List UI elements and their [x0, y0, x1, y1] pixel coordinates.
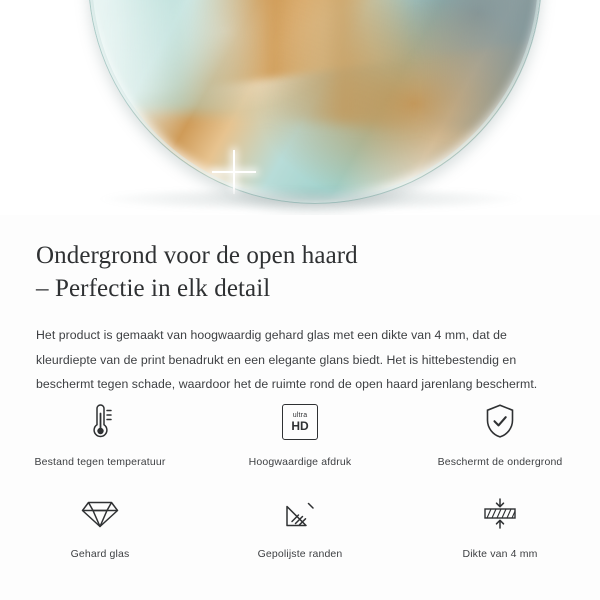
diamond-icon [72, 488, 128, 540]
feature-label: Gehard glas [70, 548, 130, 560]
page-title-line-1: Ondergrond voor de open haard [36, 242, 358, 269]
feature-label: Hoogwaardige afdruk [248, 456, 352, 468]
feature-item-print-quality [200, 390, 400, 468]
feature-item-tempered-glass [0, 482, 200, 560]
feature-label: Beschermt de ondergrond [437, 456, 563, 468]
feature-item-temperature [0, 390, 200, 468]
ultra-hd-icon [272, 396, 328, 448]
polished-edges-icon [272, 488, 328, 540]
feature-label: Gepolijste randen [257, 548, 343, 560]
thickness-arrows-icon [472, 488, 528, 540]
feature-item-polished-edges [200, 482, 400, 560]
feature-label: Bestand tegen temperatuur [34, 456, 166, 468]
thermometer-icon [72, 396, 128, 448]
feature-grid [0, 390, 600, 560]
feature-item-thickness [400, 482, 600, 560]
feature-label: Dikte van 4 mm [462, 548, 538, 560]
shield-check-icon [472, 396, 528, 448]
page-title-line-2: – Perfectie in elk detail [36, 275, 271, 302]
page-title [36, 239, 564, 305]
ultra-hd-badge-bottom: HD [291, 419, 309, 433]
product-description-text: Het product is gemaakt van hoogwaardig gehard glas met een dikte van 4 mm, dat de kleurdiepte van de print benadrukt en een elegante glans biedt. Het is hittebestendig en beschermt tegen schade, waardoor het de ruimte rond de open haard jarenlang beschermt. [36, 328, 538, 392]
feature-item-surface-protection [400, 390, 600, 468]
product-description-block [0, 215, 600, 397]
product-drop-shadow [96, 186, 526, 212]
hero-product-image [0, 0, 600, 215]
ultra-hd-badge-top: ultra [292, 412, 308, 419]
